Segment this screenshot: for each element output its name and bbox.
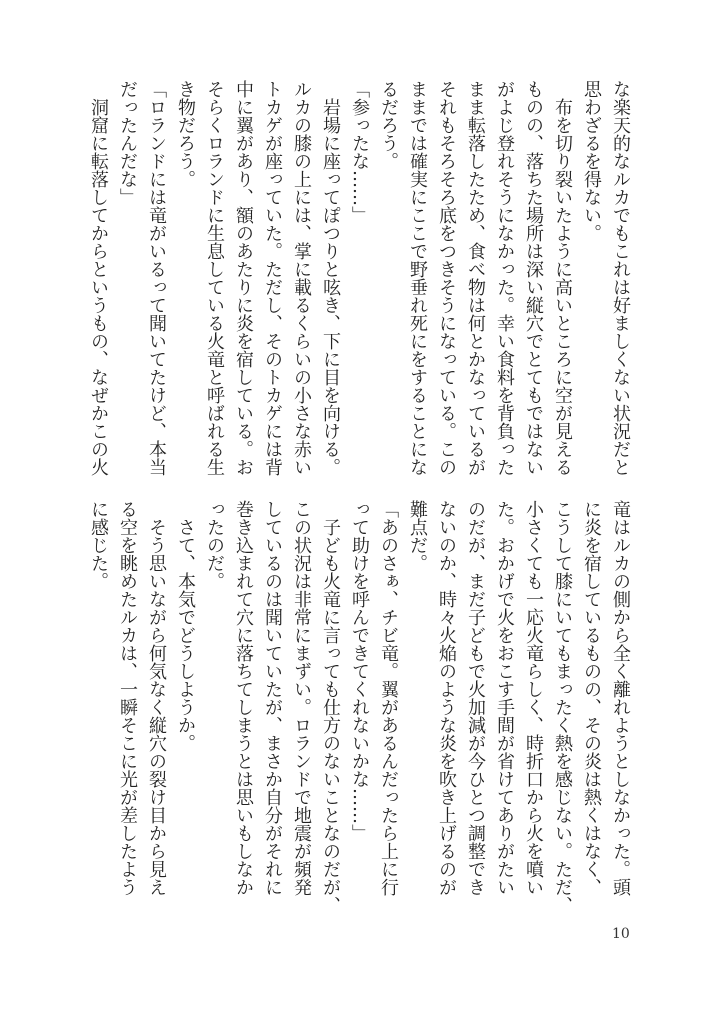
text-column: 巻き込まれて穴に落ちてしまうとは思いもしなか (233, 500, 254, 896)
text-column: 洞窟に転落してからというもの、なぜかこの火 (88, 80, 109, 476)
text-column: 「あのさぁ、チビ竜。翼があるんだったら上に行 (378, 500, 399, 896)
page-number: 10 (612, 926, 630, 942)
text-column: のだが、まだ子どもで火加減が今ひとつ調整でき (465, 500, 486, 896)
text-column: に感じた。 (88, 500, 109, 590)
text-column: まま転落したため、食べ物は何とかなっているが (465, 80, 486, 476)
text-column: さて、本気でどうしようか。 (175, 500, 196, 752)
text-column: ルカの膝の上には、掌に載るくらいの小さな赤い (291, 80, 312, 476)
text-column: そう思いながら何気なく縦穴の裂け目から見え (146, 500, 167, 896)
text-column: き物だろう。 (175, 80, 196, 188)
text-column: る空を眺めたルカは、一瞬そこに光が差したよう (117, 500, 138, 896)
text-column: ままでは確実にここで野垂れ死にをすることにな (407, 80, 428, 476)
text-column: な楽天的なルカでもこれは好ましくない状況だと (610, 80, 631, 476)
text-column: 岩場に座ってぽつりと呟き、下に目を向ける。 (320, 80, 341, 476)
text-column: しているのは聞いていたが、まさか自分がそれに (262, 500, 283, 896)
text-column: に炎を宿しているものの、その炎は熱くはなく、 (581, 500, 602, 896)
text-column: るだろう。 (378, 80, 399, 170)
text-column: だったんだな」 (117, 80, 138, 206)
text-column: そらくロランドに生息している火竜と呼ばれる生 (204, 80, 225, 476)
text-column: た。おかげで火をおこす手間が省けてありがたい (494, 500, 515, 896)
text-column: トカゲが座っていた。ただし、そのトカゲには背 (262, 80, 283, 476)
text-column: それもそろそろ底をつきそうになっている。この (436, 80, 457, 476)
text-column: って助けを呼んできてくれないかな……」 (349, 500, 370, 842)
text-column: この状況は非常にまずい。ロランドで地震が頻発 (291, 500, 312, 896)
text-column: 布を切り裂いたように高いところに空が見える (552, 80, 573, 476)
text-column: 難点だ。 (407, 500, 428, 572)
text-block-bottom (84, 500, 635, 914)
text-column: ないのか、時々火焔のような炎を吹き上げるのが (436, 500, 457, 896)
text-column: 小さくても一応火竜らしく、時折口から火を噴い (523, 500, 544, 896)
text-column: 竜はルカの側から全く離れようとしなかった。頭 (610, 500, 631, 896)
text-column: ものの、落ちた場所は深い縦穴でとてもではない (523, 80, 544, 476)
text-column: 思わざるを得ない。 (581, 80, 602, 242)
text-column: がよじ登れそうになかった。幸い食料を背負った (494, 80, 515, 476)
text-block-top (84, 80, 635, 484)
text-column: 「ロランドには竜がいるって聞いてたけど、本当 (146, 80, 167, 476)
text-column: こうして膝にいてもまったく熱を感じない。ただ、 (552, 500, 573, 914)
text-column: 子ども火竜に言っても仕方のないことなのだが、 (320, 500, 341, 914)
text-column: 中に翼があり、額のあたりに炎を宿している。お (233, 80, 254, 476)
text-column: ったのだ。 (204, 500, 225, 590)
text-column: 「参ったな……」 (349, 80, 370, 224)
